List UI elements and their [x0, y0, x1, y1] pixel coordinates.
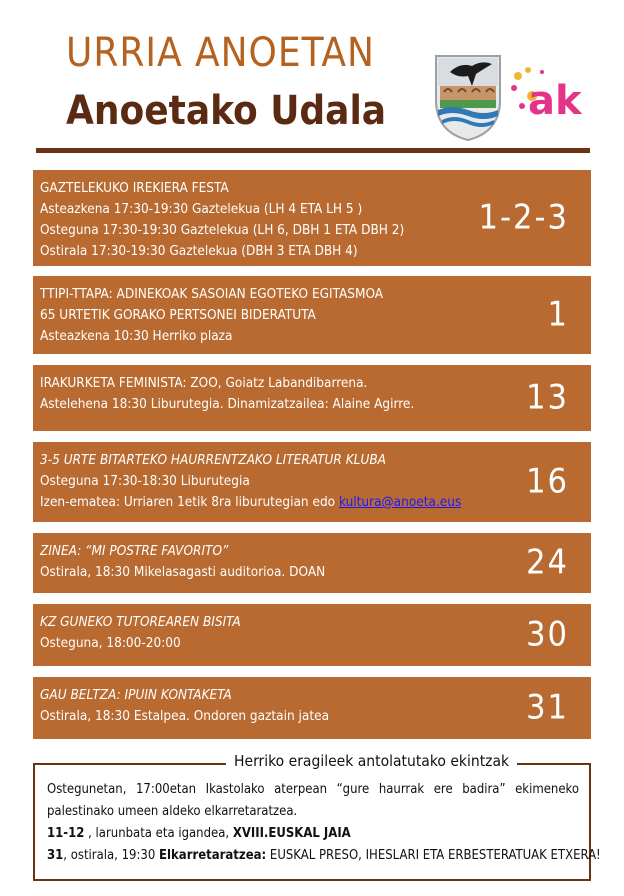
- event-zinea: [33, 533, 591, 593]
- event-literatur-kluba: [33, 442, 591, 522]
- event-title: GAZTELEKUKO IREKIERA FESTA: [40, 180, 229, 196]
- event-day: 1-2-3: [478, 197, 569, 238]
- event-ttipi-ttapa: [33, 276, 591, 354]
- community-line: Ostegunetan, 17:00etan Ikastolako aterpean “gure haurrak ere badira” ekimeneko: [47, 782, 579, 797]
- event-day: 16: [526, 461, 569, 502]
- anoeta-kultura-logo-icon: [508, 62, 590, 128]
- page-title: URRIA ANOETAN: [66, 30, 375, 76]
- event-detail: Ostirala 17:30-19:30 Gaztelekua (DBH 3 ETA DBH 4): [40, 243, 358, 259]
- email-link[interactable]: kultura@anoeta.eus: [338, 494, 462, 510]
- event-gaztelekua: [33, 170, 591, 266]
- event-title: GAU BELTZA: IPUIN KONTAKETA: [40, 687, 232, 703]
- event-day: 1: [547, 294, 569, 335]
- header-divider: [36, 148, 590, 153]
- event-title: ZINEA: “MI POSTRE FAVORITO”: [40, 543, 229, 559]
- event-detail: Osteguna, 18:00-20:00: [40, 635, 181, 651]
- event-kz-gunea: [33, 604, 591, 666]
- event-day: 30: [526, 614, 569, 655]
- event-detail: Astelehena 18:30 Liburutegia. Dinamizatzailea: Alaine Agirre.: [40, 396, 415, 412]
- event-detail: Osteguna 17:30-18:30 Liburutegia: [40, 473, 250, 489]
- event-day: 31: [526, 687, 569, 728]
- event-day: 13: [526, 377, 569, 418]
- event-irakurketa-feminista: [33, 365, 591, 431]
- event-gau-beltza: [33, 677, 591, 739]
- event-title: IRAKURKETA FEMINISTA: ZOO, Goiatz Labandibarrena.: [40, 375, 368, 391]
- page-subtitle: Anoetako Udala: [66, 88, 387, 134]
- event-detail: Osteguna 17:30-19:30 Gaztelekua (LH 6, DBH 1 ETA DBH 2): [40, 222, 405, 238]
- event-detail: Ostirala, 18:30 Mikelasagasti auditorioa. DOAN: [40, 564, 326, 580]
- event-detail: Ostirala, 18:30 Estalpea. Ondoren gaztain jatea: [40, 708, 330, 724]
- event-title: 3-5 URTE BITARTEKO HAURRENTZAKO LITERATUR KLUBA: [40, 452, 386, 468]
- event-detail: Asteazkena 10:30 Herriko plaza: [40, 328, 233, 344]
- community-box-title: Herriko eragileek antolatutako ekintzak: [226, 752, 517, 770]
- event-title: TTIPI-TTAPA: ADINEKOAK SASOIAN EGOTEKO EGITASMOA: [40, 286, 384, 302]
- community-line: palestinako umeen aldeko elkarretaratzea.: [47, 804, 298, 819]
- event-detail: Izen-ematea: Urriaren 1etik 8ra liburutegian edo kultura@anoeta.eus: [40, 494, 462, 510]
- community-line: 11-12 , larunbata eta igandea, XVIII.EUSKAL JAIA: [47, 826, 351, 841]
- culture-logo-letters: ak: [528, 78, 582, 124]
- municipal-crest-icon: [432, 52, 504, 142]
- event-detail: 65 URTETIK GORAKO PERTSONEI BIDERATUTA: [40, 307, 316, 323]
- event-title: KZ GUNEKO TUTOREAREN BISITA: [40, 614, 241, 630]
- event-day: 24: [526, 542, 569, 583]
- community-line: 31, ostirala, 19:30 Elkarretaratzea: EUSKAL PRESO, IHESLARI ETA ERBESTERATUAK ETXERA!: [47, 848, 601, 863]
- event-detail: Asteazkena 17:30-19:30 Gaztelekua (LH 4 ETA LH 5 ): [40, 201, 363, 217]
- community-activities-box: [33, 763, 601, 881]
